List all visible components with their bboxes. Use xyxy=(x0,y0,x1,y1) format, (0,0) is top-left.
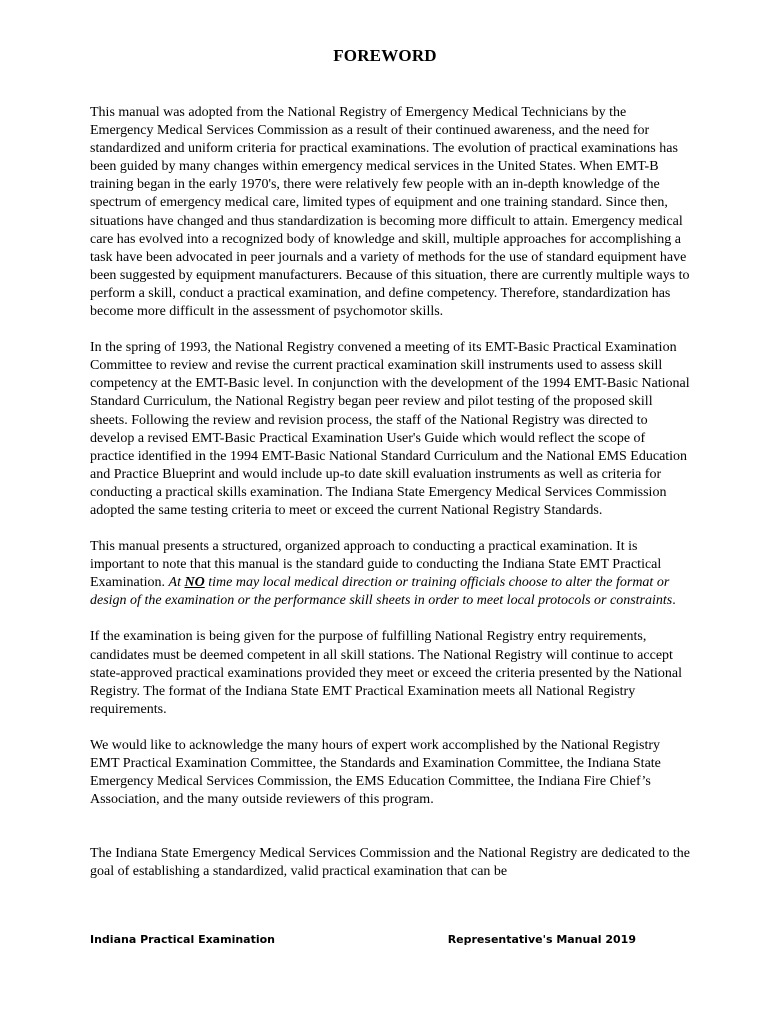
footer-left: Indiana Practical Examination xyxy=(90,933,276,946)
paragraph-3 xyxy=(90,538,690,610)
paragraph-1: This manual was adopted from the National Registry of Emergency Medical Technicians by the Emergency Medical Services Commission as a result of their continued awareness, and the need for standardized and uniform criteria for practical examinations. The evolution of practical examinations has been guided by many changes within emergency medical services in the United States. When EMT-B training began in the early 1970's, there were relatively few people with an in-depth knowledge of the spectrum of emergency medical care, limited types of equipment and one training standard. Since then, situations have changed and thus standardization is becoming more difficult to attain. Emergency medical care has evolved into a recognized body of knowledge and skill, multiple approaches for accomplishing a task have been advocated in peer journals and a variety of methods for the use of standard equipment have been suggested by equipment manufacturers. Because of this situation, there are currently multiple ways to perform a skill, conduct a practical examination, and define competency. Therefore, standardization has become more difficult in the assessment of psychomotor skills. xyxy=(90,105,690,320)
paragraph-6: The Indiana State Emergency Medical Services Commission and the National Registry are dedicated to the goal of establishing a standardized, valid practical examination that can be xyxy=(90,846,691,880)
paragraph-4: If the examination is being given for the purpose of fulfilling National Registry entry requirements, candidates must be deemed competent in all skill stations. The National Registry will continue to accept state-approved practical examinations provided they meet or exceed the criteria presented by the National Registry. The format of the Indiana State EMT Practical Examination meets all National Registry requirements. xyxy=(90,629,683,717)
paragraph-3-emphasis-rest: time may local medical direction or training officials choose to alter the format or design of the examination or the performance skill sheets in order to meet local protocols or constraints xyxy=(90,575,673,609)
paragraph-3-end: . xyxy=(672,593,676,609)
document-body xyxy=(90,104,690,899)
page-title: FOREWORD xyxy=(333,46,437,65)
paragraph-5: We would like to acknowledge the many hours of expert work accomplished by the National Registry EMT Practical Examination Committee, the Standards and Examination Committee, the Indiana State Emergency Medical Services Commission, the EMS Education Committee, the Indiana Fire Chief’s Association, and the many outside reviewers of this program. xyxy=(90,737,661,808)
page-footer xyxy=(90,933,636,946)
paragraph-3-intro: This manual presents a structured, organized approach to conducting a practical examination. It is important to note that this manual is the standard guide to conducting the Indiana State EMT Practical Examination. xyxy=(90,539,662,591)
footer-right: Representative's Manual 2019 xyxy=(447,933,636,946)
paragraph-3-emphasis-no: NO xyxy=(184,575,205,591)
paragraph-3-emphasis xyxy=(90,575,672,608)
paragraph-2: In the spring of 1993, the National Registry convened a meeting of its EMT-Basic Practical Examination Committee to review and revise the current practical examination skill instruments used to assess skill competency at the EMT-Basic level. In conjunction with the development of the 1994 EMT-Basic National Standard Curriculum, the National Registry began peer review and pilot testing of the proposed skill sheets. Following the review and revision process, the staff of the National Registry was directed to develop a revised EMT-Basic Practical Examination User's Guide which would reflect the scope of practice identified in the 1994 EMT-Basic National Standard Curriculum and the National EMS Education and Practice Blueprint and would include up-to date skill evaluation instruments as well as criteria for conducting a practical skills examination. The Indiana State Emergency Medical Services Commission adopted the same testing criteria to meet or exceed the current National Registry Standards. xyxy=(90,340,690,518)
paragraph-3-emphasis-start: At xyxy=(168,575,185,591)
